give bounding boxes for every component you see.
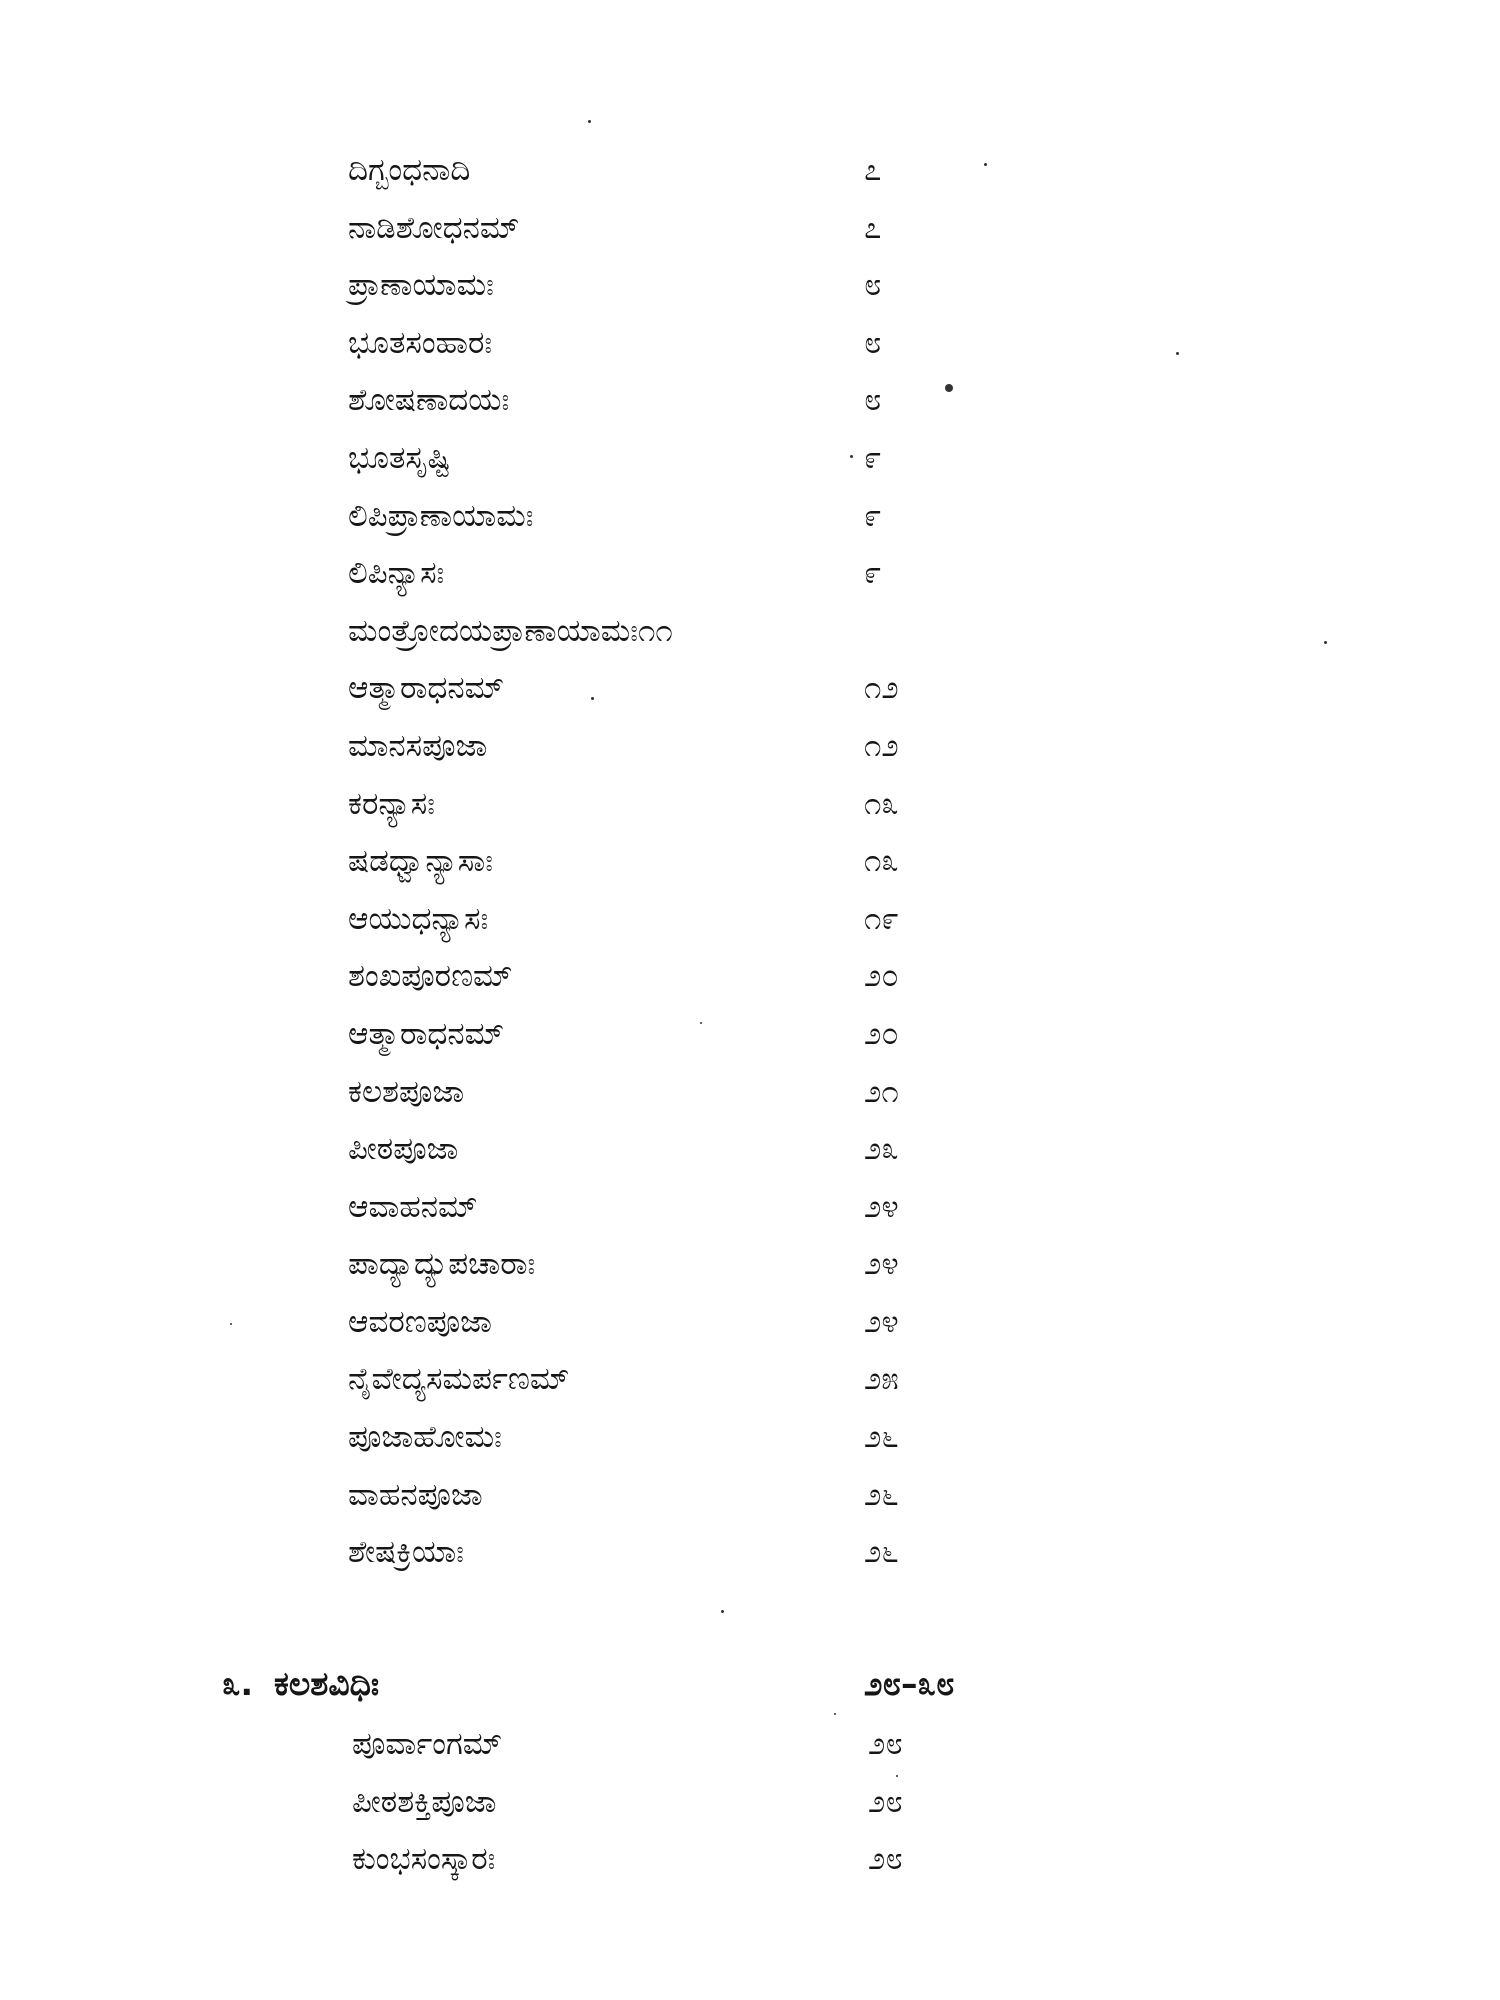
toc-entry	[348, 200, 1048, 258]
toc-entry	[352, 1716, 1052, 1774]
section-entry-list	[352, 1716, 1052, 1889]
toc-entry-title: ಷಡಧ್ವಾನ್ಯಾಸಾಃ	[348, 843, 493, 880]
toc-entry	[348, 1064, 1048, 1122]
toc-entry-page: ೨೪	[864, 1188, 899, 1225]
toc-entry-page: ೧೩	[864, 785, 899, 822]
toc-entry	[348, 1006, 1048, 1064]
toc-entry	[348, 488, 1048, 546]
toc-entry-title: ಭೂತಸೃಷ್ಟಿ	[348, 439, 451, 476]
toc-entry-title: ಆವಾಹನಮ್	[348, 1188, 478, 1225]
toc-entry-title: ಲಿಪಿಪ್ರಾಣಾಯಾಮಃ	[348, 497, 534, 534]
scan-speck	[896, 1775, 898, 1777]
scan-speck	[700, 1022, 702, 1024]
scan-speck	[945, 384, 953, 392]
toc-entry-page: ೧೨	[864, 670, 899, 707]
toc-entry	[348, 1351, 1048, 1409]
toc-entry-page: ೨೪	[864, 1246, 899, 1283]
toc-entry-title: ಪೂಜಾಹೋಮಃ	[348, 1419, 502, 1456]
toc-entry	[348, 603, 1048, 661]
toc-entry-title: ಪ್ರಾಣಾಯಾಮಃ	[348, 267, 494, 304]
toc-entry-title: ಶಂಖಪೂರಣಮ್	[348, 958, 513, 995]
toc-entry	[348, 1409, 1048, 1467]
toc-entry	[348, 1524, 1048, 1582]
toc-entry-page: ೨೪	[864, 1303, 899, 1340]
scan-speck	[984, 163, 987, 166]
toc-entry-title: ಕುಂಭಸಂಸ್ಕಾರಃ	[352, 1841, 496, 1878]
toc-entry	[348, 660, 1048, 718]
toc-entry	[348, 1121, 1048, 1179]
toc-entry-title: ಲಿಪಿನ್ಯಾಸಃ	[348, 555, 445, 592]
toc-entry-page: ೮	[864, 382, 882, 419]
toc-entry-page: ೨೫	[864, 1361, 899, 1398]
toc-entry-page: ೨೮	[868, 1783, 903, 1820]
toc-entry	[352, 1774, 1052, 1832]
section-title: ಕಲಶವಿಧಿಃ	[274, 1664, 380, 1703]
scan-speck	[834, 1713, 836, 1715]
toc-entry-title: ಆವರಣಪೂಜಾ	[348, 1303, 492, 1340]
toc-entry-page: ೮	[864, 267, 882, 304]
toc-entry-title: ಕಲಶಪೂಜಾ	[348, 1073, 465, 1110]
toc-entry-title: ದಿಗ್ಬಂಧನಾದಿ	[348, 152, 471, 188]
section-heading	[222, 1654, 1122, 1714]
toc-entry	[348, 1467, 1048, 1525]
scan-speck	[588, 120, 591, 123]
toc-entry-title: ಕರನ್ಯಾಸಃ	[348, 785, 435, 822]
scan-speck	[1324, 641, 1327, 644]
toc-entry-page: ೨೬	[864, 1476, 899, 1513]
toc-entry-title: ಶೇಷಕ್ರಿಯಾಃ	[348, 1534, 464, 1571]
toc-entry-page: ೭	[864, 152, 882, 188]
toc-entry-page: ೧೩	[864, 843, 899, 880]
toc-entry-title: ಆಯುಧನ್ಯಾಸಃ	[348, 900, 489, 937]
toc-entry	[348, 1236, 1048, 1294]
toc-entry-title: ಶೋಷಣಾದಯಃ	[348, 382, 510, 419]
toc-entry	[348, 1294, 1048, 1352]
toc-entry-title: ಪಾದ್ಯಾದ್ಯುಪಚಾರಾಃ	[348, 1246, 536, 1283]
toc-entry-title: ಮಂತ್ರೋದಯಪ್ರಾಣಾಯಾಮಃ೧೧	[348, 612, 673, 649]
toc-entry	[348, 1179, 1048, 1237]
toc-entry	[348, 718, 1048, 776]
toc-entry-page: ೧೯	[864, 900, 899, 937]
toc-entry-page: ೨೬	[864, 1419, 899, 1456]
toc-entry-page: ೯	[864, 497, 882, 534]
toc-entry-title: ಪೀಠಪೂಜಾ	[348, 1131, 459, 1168]
section-page-range: ೨೮–೩೮	[864, 1664, 955, 1703]
toc-entry-title: ವಾಹನಪೂಜಾ	[348, 1476, 483, 1513]
toc-entry-page: ೨೦	[864, 958, 899, 995]
toc-entry-title: ಭೂತಸಂಹಾರಃ	[348, 324, 493, 361]
toc-entry-page: ೧೨	[864, 727, 899, 764]
scan-speck	[721, 1610, 724, 1613]
toc-entry	[348, 891, 1048, 949]
toc-entry-page: ೨೦	[864, 1015, 899, 1052]
toc-entry-page: ೨೧	[864, 1073, 899, 1110]
toc-entry	[348, 315, 1048, 373]
toc-entry-page: ೨೬	[864, 1534, 899, 1571]
toc-entry-page: ೨೩	[864, 1131, 899, 1168]
toc-entry	[348, 545, 1048, 603]
toc-entry-list	[348, 142, 1048, 1582]
toc-entry-title: ಆತ್ಮಾರಾಧನಮ್	[348, 670, 505, 707]
toc-entry-title: ಪೀಠಶಕ್ತಿಪೂಜಾ	[352, 1783, 497, 1820]
section-number: ೩.	[222, 1664, 254, 1703]
toc-entry	[348, 430, 1048, 488]
toc-entry-title: ನಾಡಿಶೋಧನಮ್	[348, 209, 520, 246]
toc-entry-page: ೮	[864, 324, 882, 361]
toc-entry	[352, 1831, 1052, 1889]
toc-entry-page: ೯	[864, 439, 882, 476]
toc-entry	[348, 776, 1048, 834]
toc-entry-title: ಮಾನಸಪೂಜಾ	[348, 727, 488, 764]
toc-entry	[348, 372, 1048, 430]
scan-speck	[230, 1323, 232, 1325]
toc-entry-page: ೯	[864, 555, 882, 592]
scan-speck	[850, 455, 853, 458]
toc-entry-title: ಆತ್ಮಾರಾಧನಮ್	[348, 1015, 505, 1052]
toc-entry	[348, 833, 1048, 891]
toc-entry-page: ೨೮	[868, 1726, 903, 1762]
toc-entry	[348, 948, 1048, 1006]
scan-speck	[591, 697, 594, 700]
toc-entry-title: ಪೂರ್ವಾಂಗಮ್	[352, 1726, 503, 1762]
toc-entry-title: ನೈವೇದ್ಯಸಮರ್ಪಣಮ್	[348, 1361, 570, 1398]
toc-entry-page: ೨೮	[868, 1841, 903, 1878]
toc-entry-page: ೭	[864, 209, 882, 246]
toc-entry	[348, 142, 1048, 200]
toc-entry	[348, 257, 1048, 315]
scan-speck	[1176, 352, 1179, 355]
